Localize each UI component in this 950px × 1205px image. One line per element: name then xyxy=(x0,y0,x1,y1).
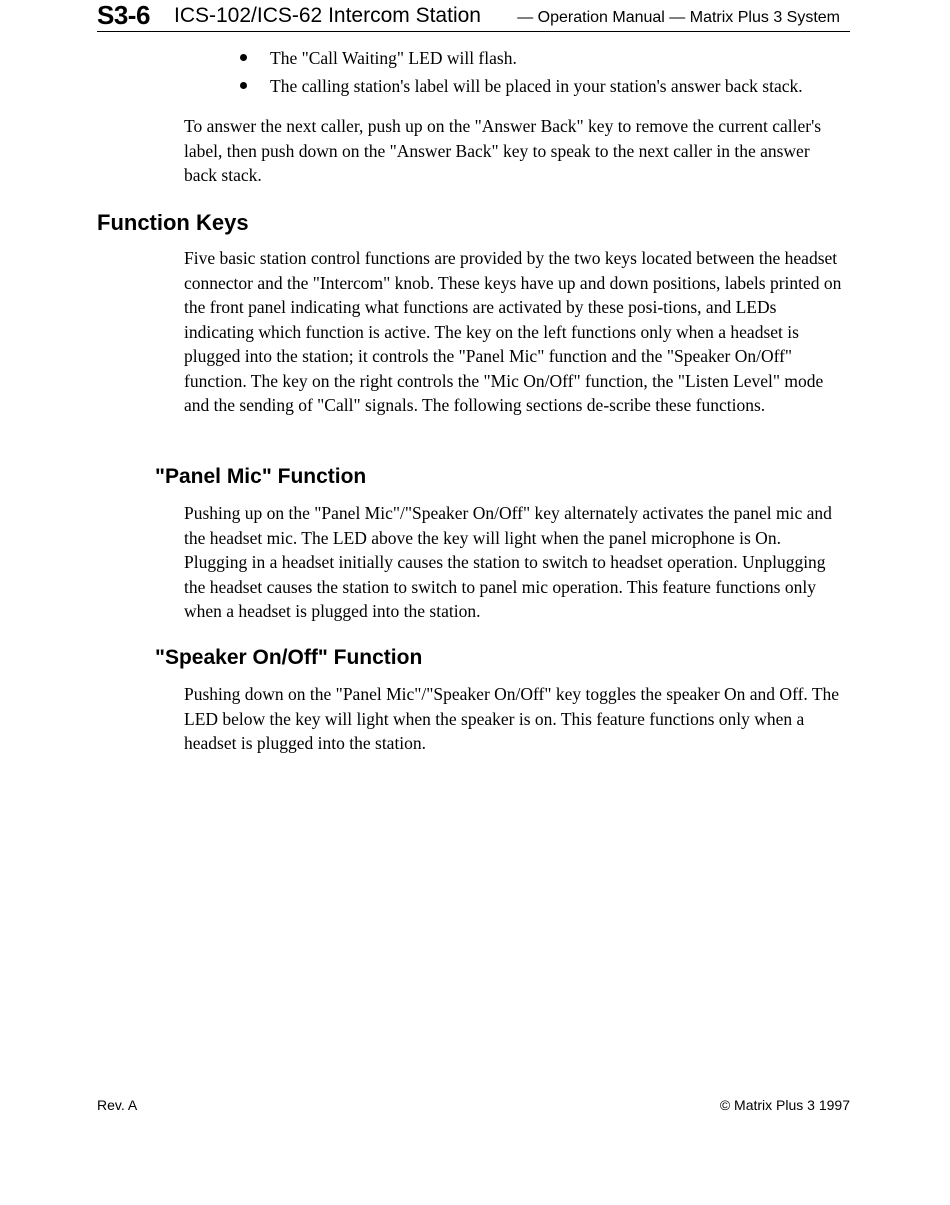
bullet-icon xyxy=(240,54,247,61)
bullet-item xyxy=(240,46,840,74)
section-heading-panel-mic: "Panel Mic" Function xyxy=(155,465,367,488)
bullet-icon xyxy=(240,82,247,89)
bullet-text: The calling station's label will be placed in your station's answer back stack. xyxy=(270,76,803,96)
section-heading-function-keys: Function Keys xyxy=(97,210,249,235)
section-body-panel-mic: Pushing up on the "Panel Mic"/"Speaker On/Off" key alternately activates the panel mic and the headset mic. The LED above the key will light when the panel microphone is On. Plugging in a headset initially causes the station to switch to headset operation. Unplugging the headset causes the station to switch to panel mic operation. This feature functions only when a headset is plugged into the station. xyxy=(184,503,832,621)
section-body-speaker-on-off: Pushing down on the "Panel Mic"/"Speaker On/Off" key toggles the speaker On and Off. The LED below the key will light when the speaker is on. This feature functions only when a headset is plugged into the station. xyxy=(184,684,840,753)
footer-revision: Rev. A xyxy=(97,1097,138,1113)
document-subtitle: — Operation Manual — Matrix Plus 3 System xyxy=(517,9,840,26)
footer-copyright: © Matrix Plus 3 1997 xyxy=(719,1097,850,1113)
page-header xyxy=(97,0,850,32)
bullet-item xyxy=(240,74,840,102)
bullet-list xyxy=(240,46,840,102)
document-title: ICS-102/ICS-62 Intercom Station xyxy=(174,4,481,27)
intro-paragraph: To answer the next caller, push up on the "Answer Back" key to remove the current caller's label, then push down on the "Answer Back" key to speak to the next caller in the answer back stack. xyxy=(184,116,822,185)
bullet-text: The "Call Waiting" LED will flash. xyxy=(270,48,517,68)
section-body-function-keys: Five basic station control functions are provided by the two keys located between the headset connector and the "Intercom" knob. These keys have up and down positions, labels printed on the front panel indicating what functions are activated by these posi-tions, and LEDs indicating which function is active. The key on the left functions only when a headset is plugged into the station; it controls the "Panel Mic" function and the "Speaker On/Off" function. The key on the right controls the "Mic On/Off" function, the "Listen Level" mode and the sending of "Call" signals. The following sections de-scribe these functions. xyxy=(184,248,842,415)
section-number: S3-6 xyxy=(97,0,150,30)
section-heading-speaker-on-off: "Speaker On/Off" Function xyxy=(155,646,423,669)
